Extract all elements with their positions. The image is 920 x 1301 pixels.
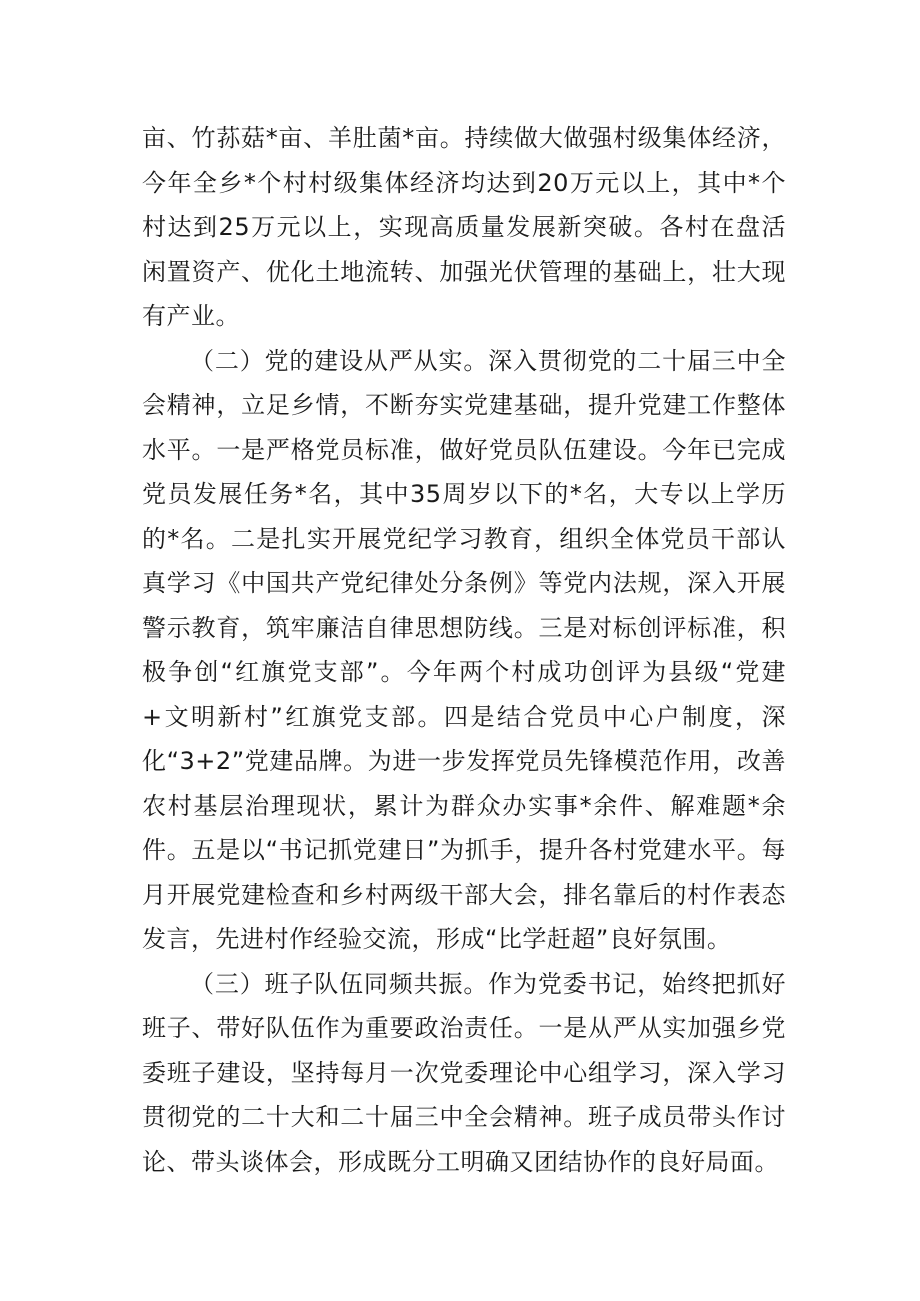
document-body — [142, 116, 786, 1184]
paragraph-party-building: （二）党的建设从严从实。深入贯彻党的二十届三中全会精神，立足乡情，不断夯实党建基础，提升党建工作整体水平。一是严格党员标准，做好党员队伍建设。今年已完成党员发展任务*名，其中35周岁以下的*名，大专以上学历的*名。二是扎实开展党纪学习教育，组织全体党员干部认真学习《中国共产党纪律处分条例》等党内法规，深入开展警示教育，筑牢廉洁自律思想防线。三是对标创评标准，积极争创“红旗党支部”。今年两个村成功创评为县级“党建+文明新村”红旗党支部。四是结合党员中心户制度，深化“3+2”党建品牌。为进一步发挥党员先锋模范作用，改善农村基层治理现状，累计为群众办实事*余件、解难题*余件。五是以“书记抓党建日”为抓手，提升各村党建水平。每月开展党建检查和乡村两级干部大会，排名靠后的村作表态发言，先进村作经验交流，形成“比学赶超”良好氛围。 — [142, 346, 786, 953]
paragraph-team-building: （三）班子队伍同频共振。作为党委书记，始终把抓好班子、带好队伍作为重要政治责任。一是从严从实加强乡党委班子建设，坚持每月一次党委理论中心组学习，深入学习贯彻党的二十大和二十届三中全会精神。班子成员带头作讨论、带头谈体会，形成既分工明确又团结协作的良好局面。 — [142, 969, 786, 1176]
paragraph-continuation: 亩、竹荪菇*亩、羊肚菌*亩。持续做大做强村级集体经济，今年全乡*个村村级集体经济均达到20万元以上，其中*个村达到25万元以上，实现高质量发展新突破。各村在盘活闲置资产、优化土地流转、加强光伏管理的基础上，壮大现有产业。 — [142, 124, 786, 330]
